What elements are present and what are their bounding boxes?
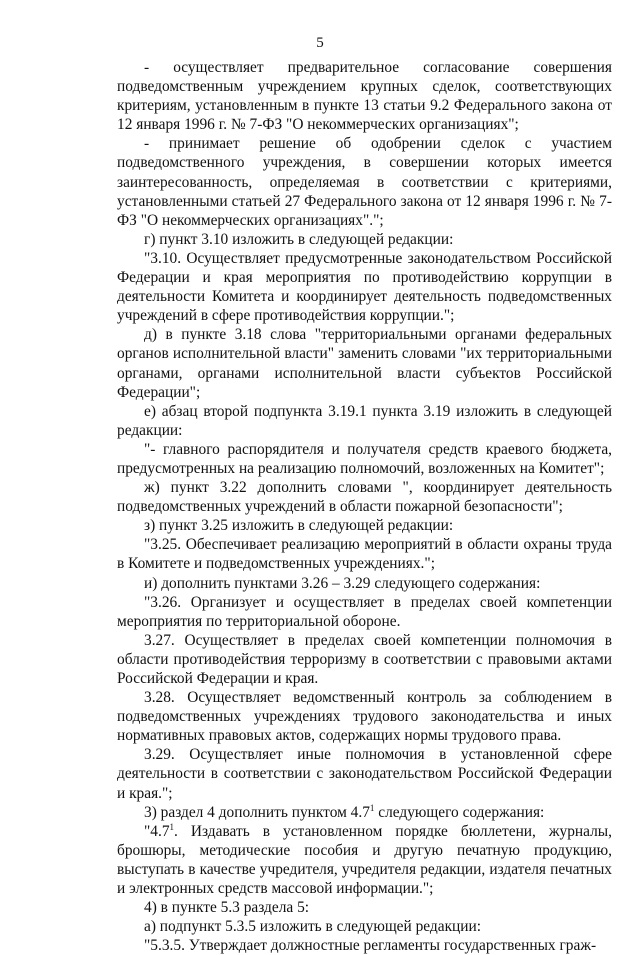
- paragraph: д) в пункте 3.18 слова "территориальными органами федеральных органов исполнительной власти" заменить словами "их территориальными органами, органами исполнительной власти субъектов Российской Федерации";: [117, 326, 612, 401]
- paragraph: - принимает решение об одобрении сделок с участием подведомственного учреждения, в совершении которых имеется заинтересованность, определяемая в соответствии с критериями, установленными статьей 27 Федерального закона от 12 января 1996 г. № 7-ФЗ "О некоммерческих организациях".";: [117, 135, 612, 229]
- paragraph: е) абзац второй подпункта 3.19.1 пункта 3.19 изложить в следующей редакции:: [117, 402, 612, 439]
- paragraph: [117, 803, 612, 822]
- paragraph: 3.29. Осуществляет иные полномочия в установленной сфере деятельности в соответствии с законодательством Российской Федерации и края.";: [117, 746, 612, 802]
- paragraph: "3.26. Организует и осуществляет в пределах своей компетенции мероприятия по территориальной обороне.: [117, 593, 612, 630]
- paragraph: - осуществляет предварительное согласование совершения подведомственным учреждением крупных сделок, соответствующих критериям, установленным в пункте 13 статьи 9.2 Федерального закона от 12 января 1996 г. № 7-ФЗ "О некоммерческих организациях";: [117, 59, 612, 134]
- paragraph: 4) в пункте 5.3 раздела 5:: [144, 899, 310, 917]
- paragraph-text: "4.7: [144, 822, 170, 840]
- paragraph: ж) пункт 3.22 дополнить словами ", координирует деятельность подведомственных учреждений в области пожарной безопасности";: [117, 479, 612, 516]
- document-body: [117, 58, 612, 955]
- paragraph: "5.3.5. Утверждает должностные регламенты государственных граж-: [144, 937, 597, 955]
- superscript: 1: [169, 821, 175, 832]
- paragraph: "3.25. Обеспечивает реализацию мероприятий в области охраны труда в Комитете и подведомственных учреждениях.";: [117, 536, 612, 573]
- paragraph-text: следующего содержания:: [374, 803, 545, 821]
- paragraph: 3.28. Осуществляет ведомственный контроль за соблюдением в подведомственных учреждениях трудового законодательства и иных нормативных правовых актов, содержащих нормы трудового права.: [117, 689, 612, 745]
- paragraph: "- главного распорядителя и получателя средств краевого бюджета, предусмотренных на реализацию полномочий, возложенных на Комитет";: [117, 440, 612, 477]
- paragraph: 3.27. Осуществляет в пределах своей компетенции полномочия в области противодействия терроризму в соответствии с правовыми актами Российской Федерации и края.: [117, 631, 612, 687]
- paragraph: а) подпункт 5.3.5 изложить в следующей редакции:: [144, 918, 482, 936]
- paragraph: з) пункт 3.25 изложить в следующей редакции:: [144, 517, 454, 535]
- paragraph-text: 3) раздел 4 дополнить пунктом 4.7: [144, 803, 370, 821]
- superscript: 1: [369, 802, 375, 813]
- paragraph: г) пункт 3.10 изложить в следующей редакции:: [144, 230, 454, 248]
- paragraph-text: . Издавать в установленном порядке бюллетени, журналы, брошюры, методические пособия и другую печатную продукцию, выступать в качестве учредителя, учредителя редакции, издателя печатных и электронных средств массовой информации.";: [117, 822, 612, 898]
- paragraph: и) дополнить пунктами 3.26 – 3.29 следующего содержания:: [144, 574, 541, 592]
- paragraph: "3.10. Осуществляет предусмотренные законодательством Российской Федерации и края мероприятия по противодействию коррупции в деятельности Комитета и координирует деятельность подведомственных учреждений в сфере противодействия коррупции.";: [117, 249, 612, 325]
- page-number: 5: [316, 35, 324, 51]
- paragraph: [117, 822, 612, 898]
